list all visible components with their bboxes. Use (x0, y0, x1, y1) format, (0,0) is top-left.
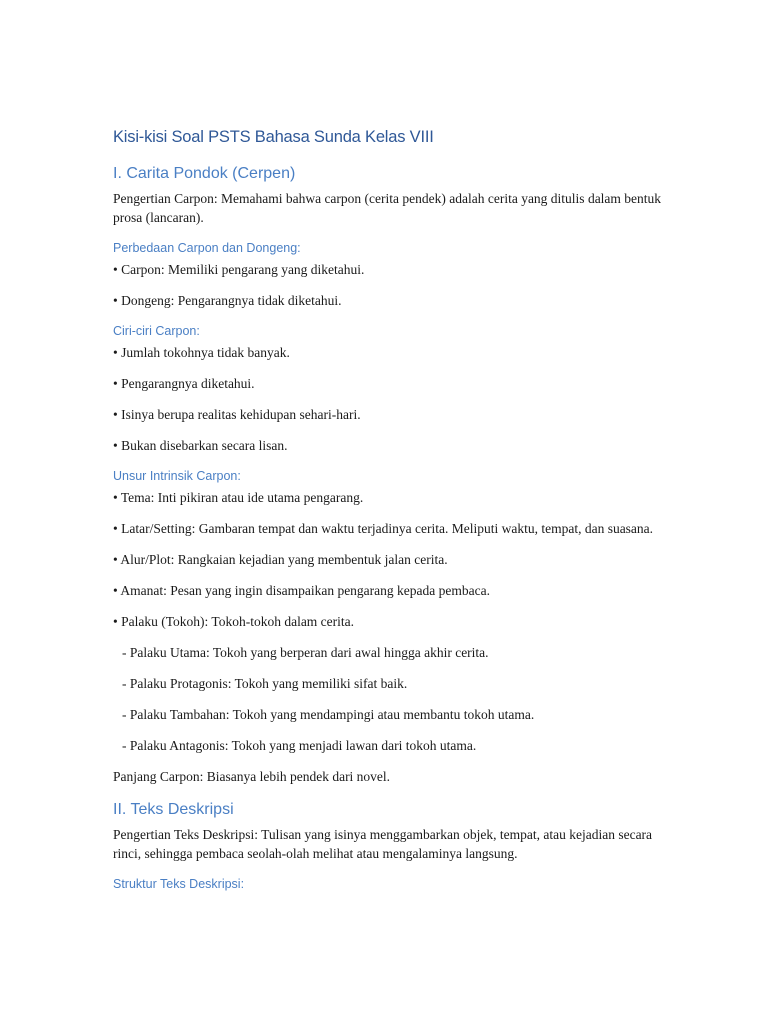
bullet-item: • Bukan disebarkan secara lisan. (113, 438, 288, 453)
section-heading-deskripsi: II. Teks Deskripsi (113, 801, 234, 818)
subheading-structure: Struktur Teks Deskripsi: (113, 877, 245, 891)
bullet-item: • Latar/Setting: Gambaran tempat dan waktu terjadinya cerita. Meliputi waktu, tempat, dan suasana. (113, 521, 654, 536)
bullet-item: • Tema: Inti pikiran atau ide utama pengarang. (113, 490, 364, 505)
bullet-item: • Dongeng: Pengarangnya tidak diketahui. (113, 293, 342, 308)
bullet-item: • Isinya berupa realitas kehidupan sehari-hari. (113, 407, 361, 422)
paragraph-carpon-definition: Pengertian Carpon: Memahami bahwa carpon (cerita pendek) adalah cerita yang ditulis dalam bentuk prosa (lancaran). (113, 191, 662, 225)
sub-bullet-item: - Palaku Protagonis: Tokoh yang memiliki sifat baik. (122, 676, 408, 691)
bullet-item: • Pengarangnya diketahui. (113, 376, 255, 391)
subheading-differences: Perbedaan Carpon dan Dongeng: (113, 241, 301, 255)
bullet-item: • Palaku (Tokoh): Tokoh-tokoh dalam cerita. (113, 614, 355, 629)
bullet-item: • Carpon: Memiliki pengarang yang diketahui. (113, 262, 365, 277)
document-title: Kisi-kisi Soal PSTS Bahasa Sunda Kelas VIII (113, 128, 434, 146)
bullet-item: • Jumlah tokohnya tidak banyak. (113, 345, 290, 360)
bullet-item: • Alur/Plot: Rangkaian kejadian yang membentuk jalan cerita. (113, 552, 448, 567)
section-heading-carpon: I. Carita Pondok (Cerpen) (113, 165, 296, 182)
paragraph-carpon-length: Panjang Carpon: Biasanya lebih pendek dari novel. (113, 769, 391, 784)
subheading-traits: Ciri-ciri Carpon: (113, 324, 200, 338)
paragraph-deskripsi-definition: Pengertian Teks Deskripsi: Tulisan yang isinya menggambarkan objek, tempat, atau kejadian secara rinci, sehingga pembaca seolah-olah melihat atau mengalaminya langsung. (113, 827, 653, 861)
subheading-intrinsic-elements: Unsur Intrinsik Carpon: (113, 469, 241, 483)
bullet-item: • Amanat: Pesan yang ingin disampaikan pengarang kepada pembaca. (113, 583, 490, 598)
sub-bullet-item: - Palaku Utama: Tokoh yang berperan dari awal hingga akhir cerita. (122, 645, 489, 660)
sub-bullet-item: - Palaku Antagonis: Tokoh yang menjadi lawan dari tokoh utama. (122, 738, 477, 753)
sub-bullet-item: - Palaku Tambahan: Tokoh yang mendampingi atau membantu tokoh utama. (122, 707, 535, 722)
